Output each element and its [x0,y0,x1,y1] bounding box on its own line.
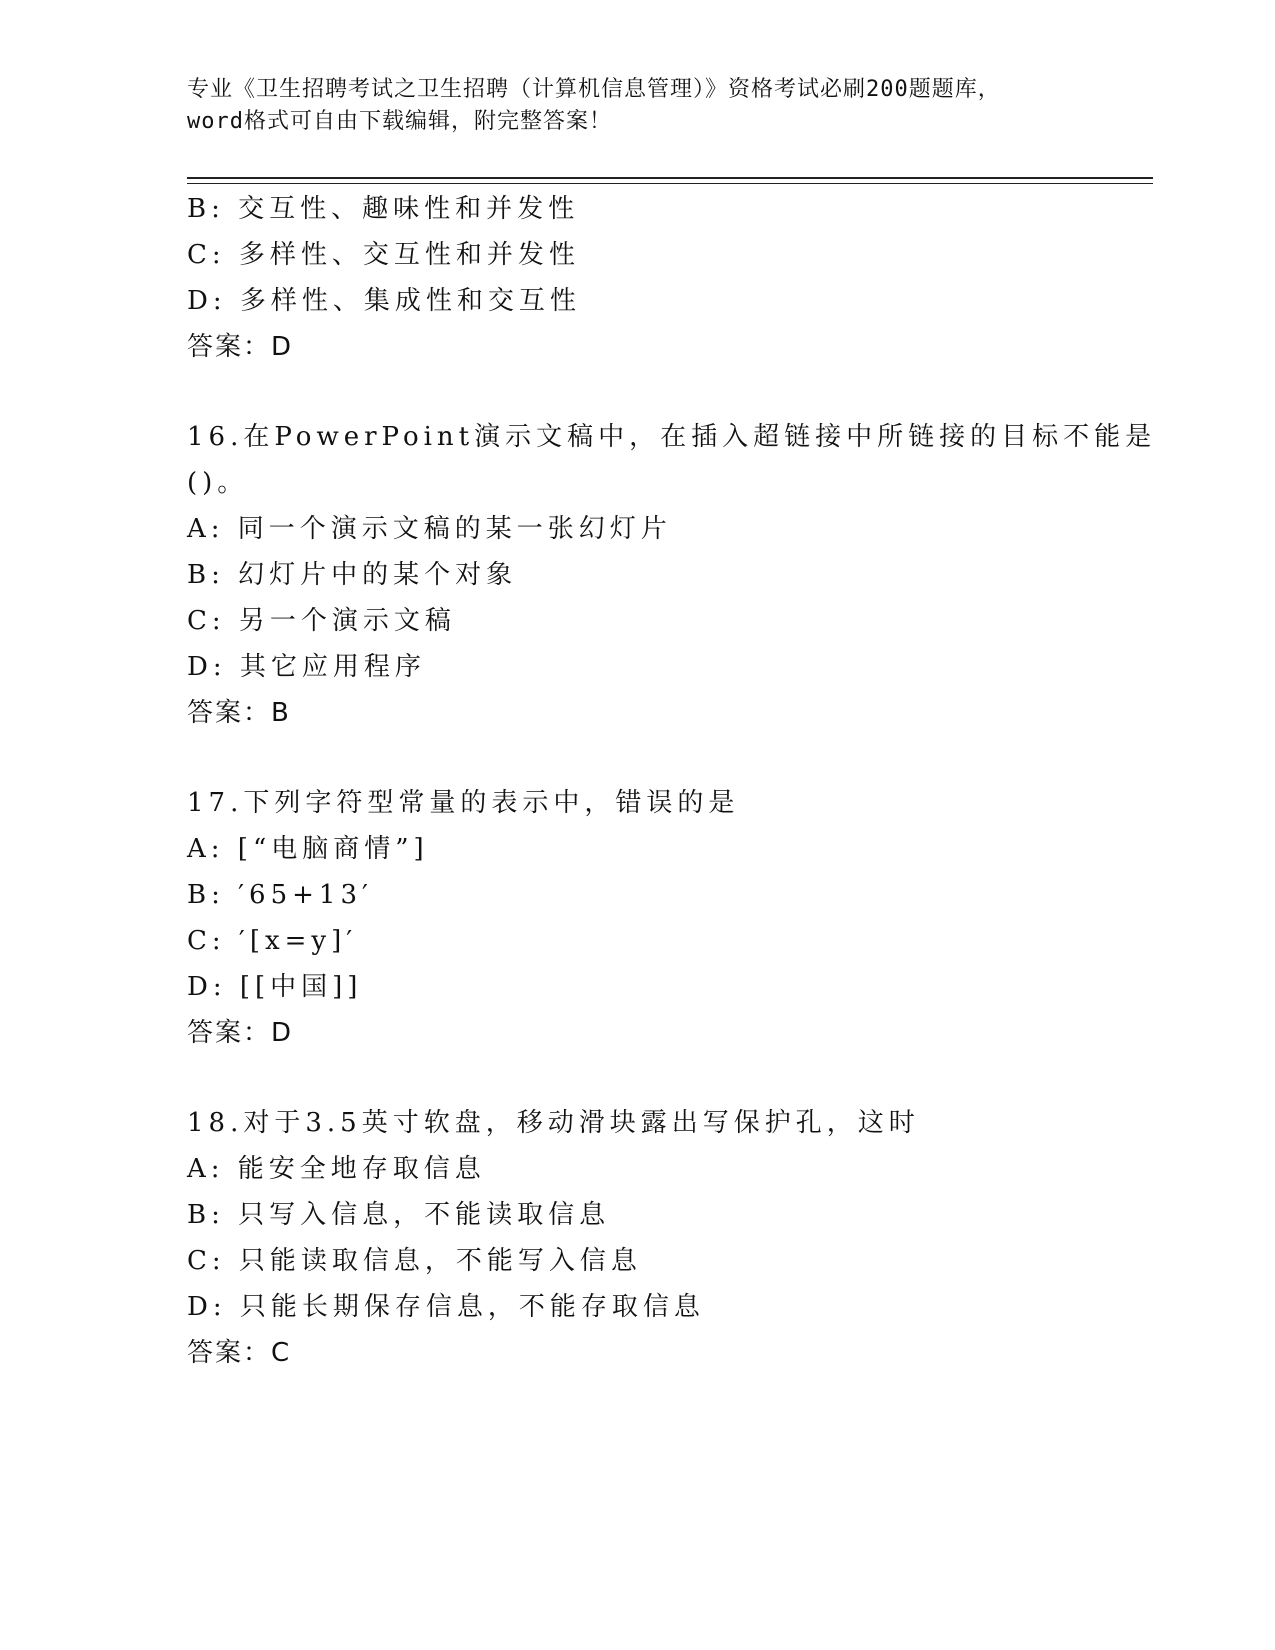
question-stem-line-2: ()。 [187,468,249,498]
option-b: B: ′65+13′ [187,880,373,910]
option-c: C: 只能读取信息，不能写入信息 [187,1246,642,1276]
header-divider-thick [187,177,1153,179]
header-title-line-1: 专业《卫生招聘考试之卫生招聘（计算机信息管理）》资格考试必刷200题题库， [187,77,1001,102]
option-d: D: [[中国]] [187,972,363,1002]
answer-line: 答案：C [187,1338,292,1368]
option-d: D: 其它应用程序 [187,652,426,682]
option-a: A: [“电脑商情”] [187,834,429,864]
question-18 [187,1100,1153,1376]
option-a: A: 能安全地存取信息 [187,1154,486,1184]
question-15-continued [187,186,1153,370]
option-b: B: 只写入信息，不能读取信息 [187,1200,611,1230]
header-divider-thin [187,183,1153,184]
option-b: B: 交互性、趣味性和并发性 [187,194,580,224]
question-16 [187,414,1157,736]
answer-line: 答案：B [187,698,291,728]
header-title-line-2: word格式可自由下载编辑，附完整答案！ [187,109,612,134]
answer-line: 答案：D [187,1018,294,1048]
option-c: C: 多样性、交互性和并发性 [187,240,580,270]
document-header [187,74,1087,138]
option-d: D: 只能长期保存信息，不能存取信息 [187,1292,705,1322]
option-c: C: ′[x=y]′ [187,926,358,956]
option-c: C: 另一个演示文稿 [187,606,456,636]
question-17 [187,780,1153,1056]
option-d: D: 多样性、集成性和交互性 [187,286,581,316]
question-list [187,186,1157,1376]
option-a: A: 同一个演示文稿的某一张幻灯片 [187,514,672,544]
question-stem-line-1: 18.对于3.5英寸软盘，移动滑块露出写保护孔，这时 [187,1108,920,1138]
spacer [187,370,1153,414]
spacer [187,736,1153,780]
question-stem-line-1: 16.在PowerPoint演示文稿中，在插入超链接中所链接的目标不能是 [187,422,1157,452]
spacer [187,1056,1153,1100]
question-stem-line-1: 17.下列字符型常量的表示中，错误的是 [187,788,740,818]
answer-line: 答案：D [187,332,294,362]
option-b: B: 幻灯片中的某个对象 [187,560,518,590]
